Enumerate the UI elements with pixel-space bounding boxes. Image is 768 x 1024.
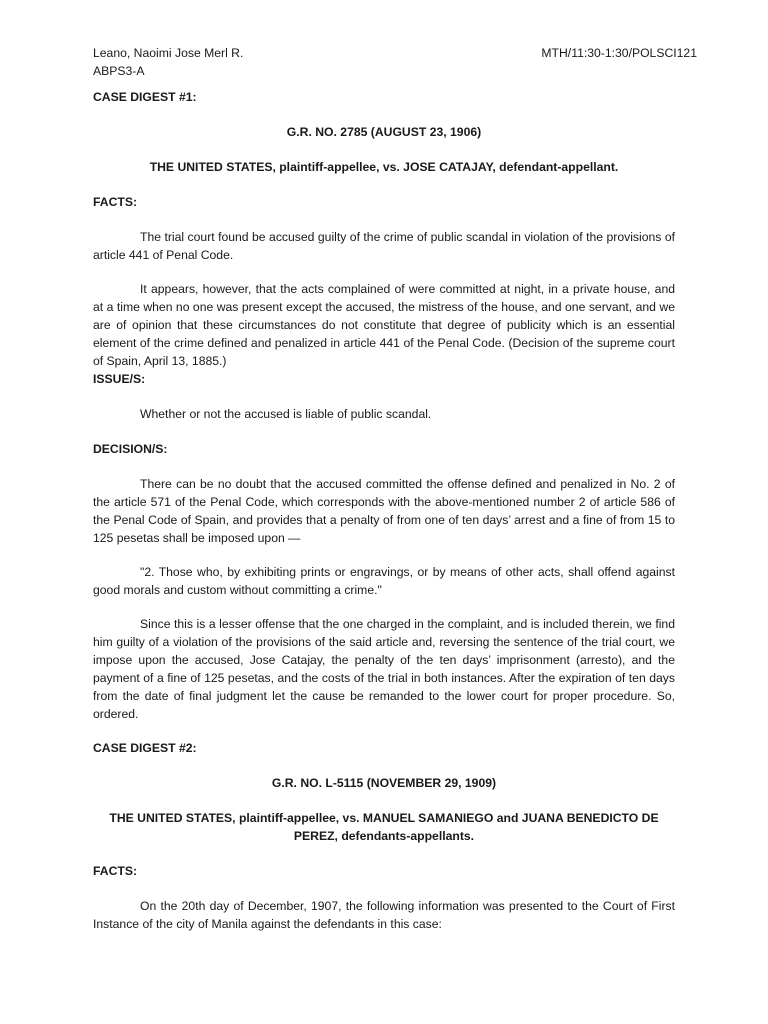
case2-facts-heading: FACTS: (93, 864, 138, 878)
case1-facts-heading: FACTS: (93, 195, 138, 209)
case1-facts-paragraph-1: The trial court found be accused guilty of the crime of public scandal in violation of the provisions of article 441 of Penal Code. (93, 230, 675, 262)
case1-title: CASE DIGEST #1: (93, 90, 197, 104)
case1-issue-heading: ISSUE/S: (93, 372, 146, 386)
case1-gr-number: G.R. NO. 2785 (AUGUST 23, 1906) (286, 125, 482, 139)
student-info (93, 44, 243, 80)
class-schedule: MTH/11:30-1:30/POLSCI121 (541, 46, 697, 60)
case1-decision-paragraph-2: Since this is a lesser offense that the one charged in the complaint, and is included therein, we find him guilty of a violation of the provisions of the said article and, reversing the sentence of the trial court, we impose upon the accused, Jose Catajay, the penalty of the ten days’ imprisonment (arresto), and the payment of a fine of 125 pesetas, and the costs of the trial in both instances. After the expiration of ten days from the date of final judgment let the cause be remanded to the lower court for proper procedure. So, ordered. (93, 617, 675, 721)
case1-facts-paragraph-2: It appears, however, that the acts complained of were committed at night, in a private house, and at a time when no one was present except the accused, the mistress of the house, and one servant, and we are of opinion that these circumstances do not constitute that degree of publicity which is an essential element of the crime defined and penalized in article 441 of the Penal Code. (Decision of the supreme court of Spain, April 13, 1885.) (93, 282, 675, 368)
case2-facts-paragraph-1: On the 20th day of December, 1907, the following information was presented to the Court of First Instance of the city of Manila against the defendants in this case: (93, 899, 675, 931)
case2-title: CASE DIGEST #2: (93, 741, 197, 755)
student-name: Leano, Naoimi Jose Merl R. (93, 46, 244, 60)
page-header (93, 44, 697, 80)
case2-gr-number: G.R. NO. L-5115 (NOVEMBER 29, 1909) (271, 776, 497, 790)
case2-parties: THE UNITED STATES, plaintiff-appellee, vs. MANUEL SAMANIEGO and JUANA BENEDICTO DE PEREZ, defendants-appellants. (109, 811, 659, 843)
case1-decision-paragraph-1: There can be no doubt that the accused committed the offense defined and penalized in No. 2 of the article 571 of the Penal Code, which corresponds with the above-mentioned number 2 of article 586 of the Penal Code of Spain, and provides that a penalty of from one of ten days’ arrest and a fine of from 15 to 125 pesetas shall be imposed upon — (93, 477, 675, 545)
case1-decision-heading: DECISION/S: (93, 442, 168, 456)
case1-parties: THE UNITED STATES, plaintiff-appellee, vs. JOSE CATAJAY, defendant-appellant. (149, 160, 619, 174)
document-body (93, 88, 675, 933)
student-section: ABPS3-A (93, 64, 145, 78)
case1-decision-quote: "2. Those who, by exhibiting prints or engravings, or by means of other acts, shall offend against good morals and custom without committing a crime." (93, 565, 675, 597)
case1-issue-paragraph: Whether or not the accused is liable of public scandal. (140, 407, 432, 421)
